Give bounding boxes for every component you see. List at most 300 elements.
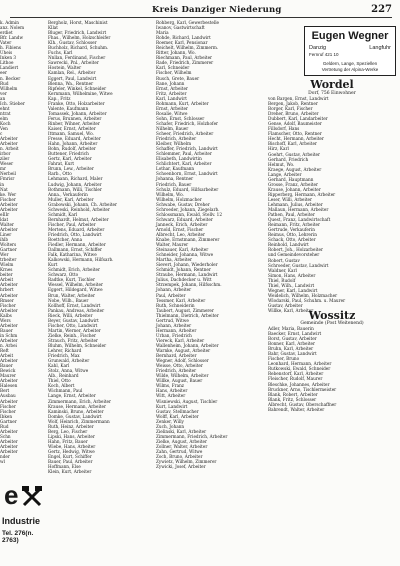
directory-entry: Bauer	[0, 327, 13, 333]
directory-entry: Janneck, Erich, Arbeiter	[156, 221, 208, 227]
directory-entry: Wilhelm	[0, 85, 18, 91]
directory-entry: Wichmann, Paul	[48, 388, 83, 394]
directory-entry: Urban, Friedrich	[156, 332, 192, 338]
directory-entry: Arbeiter	[0, 226, 18, 232]
directory-entry: Rmser	[0, 297, 14, 303]
directory-entry: Bischoff, Karl, Arbeiter	[268, 141, 317, 147]
directory-entry: Uheis	[0, 50, 13, 56]
directory-entry: Rohberg, Karl, Gewerbestelle	[156, 20, 220, 25]
directory-entry: Scheer, Friedrich, Arbeiter	[156, 131, 214, 137]
directory-entry: Arbeiter	[0, 378, 18, 384]
directory-entry: Fischer, Otto, Landwirt	[48, 322, 98, 328]
directory-entry: Borger, Karl, Fischer	[268, 106, 313, 112]
directory-entry: Friedrich, Bauer	[156, 181, 192, 187]
directory-entry: Wilde, Wilhelm, Arbeiter	[156, 373, 209, 379]
directory-entry: Tessmer, Karl, Arbeiter	[156, 297, 206, 303]
page-header	[0, 0, 400, 18]
directory-entry: Dubbert, Karl, Landarbeiter	[268, 116, 328, 122]
directory-entry: Grabowski, Johann, Ch. Arbeiter	[48, 201, 118, 207]
directory-entry: Kalkowski, Hermann, Hilfsarb.	[48, 257, 114, 263]
directory-entry: Nat	[0, 186, 8, 192]
directory-entry: Hahn, Johann, Arbeiter	[48, 141, 98, 147]
directory-entry: Bluhm, Wilhelm, Schneider	[48, 343, 107, 348]
directory-entry: in Schm	[0, 332, 18, 338]
directory-entry: Willke, Karl, Arbeiter	[268, 307, 314, 313]
directory-entry: Schlichtert, Karl, Arbeiter	[156, 161, 212, 167]
directory-entry: Zuch, Johann	[156, 423, 185, 429]
crossed-hammers-icon	[22, 486, 42, 508]
directory-entry: Knabe, Ernstmann, Zimmerer	[156, 237, 220, 243]
directory-entry: Zimmermann, Friedrich, Arbeiter	[156, 433, 228, 439]
directory-entry: Mertens, Eduard, Arbeiter	[48, 226, 105, 232]
directory-entry: Kaiser, Ernst, Arbeiter	[48, 125, 96, 131]
directory-entry: Lehmann, Richard, Maler	[48, 176, 103, 182]
directory-entry: Bohn, Rudolf, Arbeiter	[48, 146, 96, 152]
directory-entry: Fischer, Wilhelm	[156, 70, 192, 76]
directory-entry: Steinauer, Karl, Arbeiter	[156, 247, 209, 253]
directory-entry: Kernmann, Wilhelmine, Witwe	[48, 90, 113, 96]
directory-entry: Arnold, Ernst, Fischer	[156, 226, 204, 232]
directory-entry: Rud	[0, 423, 9, 429]
ad-phone: Fernruf 421 10	[309, 52, 339, 57]
directory-entry: h. Fibiens	[0, 45, 21, 51]
directory-entry: ehnt	[0, 105, 10, 111]
directory-entry: Robert, Joh., Holzarbeiter	[268, 247, 323, 253]
directory-entry: Fischer	[0, 403, 16, 409]
directory-entry: Arbeiter	[0, 206, 18, 212]
directory-entry: Eggert, Paul, Landwirt	[48, 75, 97, 81]
directory-entry: Kurt	[48, 262, 58, 268]
directory-entry: Schafer, Friedrich, Holzhofer	[156, 120, 219, 126]
directory-entry: ihlb	[0, 237, 9, 243]
directory-entry: Kleiber, Wilhelm	[156, 141, 192, 147]
directory-entry: Arbeiter	[0, 438, 18, 444]
directory-entry: Roemer, Karl, Pensionar	[156, 40, 208, 46]
directory-entry: Wers	[0, 317, 11, 323]
directory-entry: Friedrich, Arbeiter	[156, 136, 197, 142]
directory-entry: Bahrendt, Walter, Arbeiter	[268, 406, 325, 412]
directory-entry: Albrecht, Leo, Arbeiter	[156, 231, 206, 237]
directory-entry: Gerhard, Hauptmann	[268, 176, 314, 182]
directory-entry: Straube, Hermann, Landwirt	[156, 272, 218, 278]
directory-entry: Fischer, Bruno	[268, 356, 300, 362]
directory-entry: Bluger, Friedrich, Landwirt	[48, 30, 107, 36]
directory-entry: n. Arbei	[0, 343, 17, 348]
directory-entry: Bruckner, Arno, Tischlermeister	[268, 386, 337, 392]
directory-entry: Riechmann, Paul, Arbeiter	[156, 55, 213, 61]
directory-entry: Leonhard, Hermann, Arbeiter	[268, 361, 332, 367]
directory-entry: Bonner, Karl, Arbeiter	[268, 341, 315, 347]
directory-entry: Gense, Adolf, Baumeister	[268, 121, 322, 127]
page-number: 227	[371, 4, 392, 15]
directory-entry: Gartner	[0, 418, 17, 424]
directory-entry: Wolters	[0, 242, 17, 248]
directory-entry: Ittmann, Samuel, Wo.	[48, 131, 94, 137]
directory-entry: Rusch, Grete, Bauer	[156, 75, 200, 81]
directory-entry: Schweski, Reinhold, Arbeiter	[48, 206, 110, 212]
directory-entry: Fischer	[0, 196, 16, 202]
directory-entry: Viereck, Karl, Arbeiter	[156, 337, 205, 343]
directory-entry: Wilhelm, Wo.	[156, 191, 184, 197]
directory-entry: c	[0, 131, 3, 137]
directory-entry: Arbeiter	[0, 201, 18, 207]
directory-entry: Arbeit	[0, 277, 14, 283]
directory-entry: Ich. Stieber	[0, 100, 25, 106]
column-2	[156, 20, 266, 469]
directory-entry: Wilms, Franz	[156, 383, 184, 389]
directory-entry: Franke, Otto, Holzarbeiter	[48, 100, 105, 106]
directory-entry: Paul, Arbeiter	[156, 292, 186, 298]
directory-entry: Fritz, Arbeiter	[156, 90, 187, 96]
directory-entry: Bahr, Gustav, Landwirt	[268, 351, 317, 357]
ad-big-letter: e	[4, 480, 19, 510]
directory-entry: Thiel, Wilh., Landwirt	[268, 282, 315, 288]
directory-entry: Johann, Arbeiter	[156, 322, 192, 328]
directory-entry: Kalbs	[0, 312, 12, 318]
directory-entry: Fahrat, Kurt	[48, 161, 75, 167]
directory-entry: Ripperberg, Hermann, Arbeiter	[268, 191, 336, 197]
directory-entry: Arbeiter	[0, 282, 18, 288]
directory-entry: Rebenstorf, Karl, Arbeiter	[268, 371, 324, 377]
directory-entry: Julius, Dachdecker u. Witt	[156, 277, 212, 283]
directory-entry: Falk, Katharina, Witwe	[48, 252, 97, 258]
directory-entry: Witt, Arbeiter	[156, 393, 186, 399]
directory-entry: Lehrer, Richard	[48, 348, 82, 354]
section-title-wossitz: Wossitz	[308, 309, 356, 322]
directory-entry: Koch, Albert	[48, 383, 75, 389]
directory-entry: Ritter, Johann, Wo.	[156, 50, 196, 56]
directory-entry: Kllat	[48, 25, 58, 31]
directory-entry: Arbeiter	[0, 428, 18, 434]
directory-entry: ntrat	[0, 110, 11, 116]
directory-entry: Simon, Hans, Arbeiter	[268, 272, 316, 278]
directory-entry: Grunwald, Arbeiter	[48, 358, 90, 364]
directory-entry: Halesen	[0, 383, 18, 389]
directory-entry: Sievert, Johann, Wiederholer	[156, 262, 218, 268]
ad-line-2: Vertretung der Alpina-Werke	[321, 67, 379, 72]
ad-city: Danzig	[309, 45, 327, 51]
directory-entry: Grosse, Franz, Arbeiter	[268, 181, 318, 187]
directory-entry: Buchholz, Richard, Schuhm.	[48, 45, 109, 51]
directory-entry: Leser, Willi, Arbeiter	[268, 196, 313, 202]
directory-entry: Fischer	[0, 302, 16, 308]
directory-entry: und Gemeindevorsteher	[268, 252, 320, 258]
directory-entry: Schn	[0, 433, 11, 439]
directory-entry: Adler, Maria, Bauerin	[268, 326, 314, 331]
directory-entry: Schwarz, Eduard, Arbeiter	[156, 216, 213, 222]
directory-entry: Lothar, Kaufmann	[156, 166, 195, 172]
directory-entry: Rosalie, Witwe	[156, 110, 188, 116]
directory-entry: ver	[0, 90, 7, 96]
directory-entry: Wiebe, Hans, Arbeiter	[48, 443, 96, 449]
directory-entry: Stolz, Anna, Witwe	[48, 368, 89, 374]
directory-entry: Kamlan, Rel., Arbeiter	[48, 70, 96, 76]
directory-entry: Arbeiter	[0, 322, 18, 328]
directory-entry: Bernhard, Arbeiter	[156, 353, 197, 359]
directory-entry: Rade, Friedrich, Zimmerer	[156, 60, 214, 66]
directory-entry: Fmrisr	[0, 176, 15, 182]
directory-entry: Reimus, Otto, Lehrerin	[268, 232, 317, 238]
directory-entry: Schneider, Johanna, Witwe	[156, 252, 214, 258]
column-left-fragment	[0, 20, 42, 464]
directory-entry: Valente, Kaufmann	[48, 105, 89, 111]
directory-entry: Johanna, Rentner	[156, 176, 194, 182]
directory-entry: Beyer, Gustav, Landwirt	[48, 317, 99, 323]
directory-entry: Weisse, Otto, Arbeiter	[156, 363, 203, 369]
directory-entry: hrbert	[0, 287, 14, 293]
directory-entry: Arbeiter	[0, 398, 18, 404]
directory-entry: Gertz, Karl, Arbeiter	[48, 156, 92, 162]
directory-entry: Schlemmer, Paul, Arbeiter	[156, 151, 212, 157]
directory-entry: Zahn, Gertrud, Witwe	[156, 448, 203, 454]
directory-entry: Kollhoff, Ernst, Landwirt	[48, 302, 101, 308]
directory-entry: Rarb., Otto	[48, 171, 72, 177]
directory-entry: Nerbeil	[0, 171, 16, 177]
directory-entry: Taubert, August, Zimmerer	[156, 307, 214, 313]
directory-entry: Friedrich, Arbeiter	[156, 368, 197, 374]
directory-entry: Zoch, Bruno, Arbeiter	[156, 454, 203, 460]
directory-entry: Wisniewski, August, Tischler	[156, 398, 218, 404]
directory-entry: Bothmann, Willi, Tischler	[48, 186, 102, 192]
directory-entry: Wessel, Wilhelm, Arbeiter	[48, 282, 103, 288]
directory-entry: Lange, Arbeiter	[268, 171, 302, 177]
directory-entry: Walter, Maurer	[156, 242, 189, 248]
directory-entry: Elisabeth, Landwirtin	[156, 156, 202, 162]
directory-entry: Bfr. Landw	[0, 35, 24, 41]
directory-entry: k. Admin	[0, 20, 19, 25]
directory-entry: Zenker, Willy	[156, 418, 184, 424]
directory-entry: Ibken	[0, 413, 13, 419]
directory-entry: Lipski, Hans, Arbeiter	[48, 433, 95, 439]
directory-entry: Baecker, Ernst, Landwirt	[268, 331, 322, 337]
directory-entry: Arbeiter	[0, 307, 18, 313]
directory-entry: Radtke, Kurt, Tischler	[48, 277, 96, 283]
directory-entry: Kaminski, Bruno, Arbeiter	[48, 408, 104, 414]
directory-entry: Friedrich, Max	[48, 353, 80, 359]
directory-entry: Wolff, Karl, Arbeiter	[156, 413, 199, 419]
directory-entry: Pankau, Andreas, Arbeiter	[48, 307, 105, 313]
directory-entry: Flamscher, Otto, Rentner	[268, 131, 322, 137]
directory-entry: Arbeiter	[0, 292, 18, 298]
directory-entry: Brunn, Lew., Arbeiter	[48, 166, 94, 172]
directory-entry: Schoenborn, Ernst, Landwirt	[156, 171, 218, 177]
directory-entry: Johann, Arbeiter	[156, 287, 192, 293]
directory-entry: Lithoe	[0, 60, 14, 66]
directory-entry: Rohde, Richard, Landwirt	[156, 35, 211, 41]
directory-entry: Weser	[0, 161, 14, 167]
directory-entry: Mallaun, Hermann, Arbeiter	[268, 207, 329, 213]
directory-entry: trbeiter	[0, 257, 17, 263]
directory-entry: Kahl, Karl	[48, 363, 70, 369]
directory-entry: Thiel, Otto	[48, 378, 71, 384]
directory-entry: Ruth, Heinz, Arbeiter	[48, 423, 94, 429]
directory-entry: Reimann, Fritz, Arbeiter	[268, 222, 320, 228]
directory-entry: Klein, Kurt, Arbeiter	[48, 469, 92, 475]
directory-entry: Rinber, Wihner, Arbeiter	[48, 120, 100, 126]
directory-entry: Fiedler, Hermann, Arbeiter	[48, 242, 106, 248]
directory-entry: Bert	[0, 388, 10, 394]
directory-entry: Gertrud, Witwe	[156, 317, 189, 323]
section-subtitle-wossitz: Gemeinde (Post Weitenend)	[300, 321, 364, 326]
directory-entry: Bruhn, Karl, Arbeiter	[268, 346, 314, 352]
directory-entry: Weidelich, Wilhelm, Holzmacher	[268, 292, 338, 298]
directory-entry: Eggert, Hildegard, Witwe	[48, 287, 103, 293]
directory-entry: Karl, Schneider	[156, 65, 190, 71]
directory-entry: eer	[0, 70, 7, 76]
directory-entry: Schaffer, Friedrich, Landwirt	[156, 146, 218, 152]
directory-entry: Schroeder, Gustav, Landwirt	[268, 262, 329, 268]
directory-entry: Hans, Arbeiter	[156, 388, 188, 394]
directory-entry: von Bargen, Ernst, Landwirt	[268, 96, 329, 101]
directory-entry: Nilhelm, Bauer	[156, 125, 189, 131]
directory-entry: Fischer	[0, 408, 16, 414]
directory-entry: Thielmann, Dietrich, Arbeiter	[156, 312, 219, 318]
directory-entry: Bleschke, Johannes, Arbeiter	[268, 381, 330, 387]
directory-entry: Rutkowski, Ewald, Schneider	[268, 366, 331, 372]
directory-entry: Reinhold, Landwirt	[268, 242, 309, 248]
directory-entry: Kraege, August, Arbeiter	[268, 166, 322, 172]
section-subtitle-wordel: Dorf, 756 Einwohner	[308, 91, 356, 96]
directory-entry: Domke, Gustav, Landwirt	[48, 413, 102, 419]
directory-entry: Engel, Kurt, Schiffer	[48, 454, 92, 460]
directory-entry: Gustav, Arbeiter	[268, 302, 303, 308]
directory-entry: Rieck, Willi, Arbeiter	[48, 312, 93, 318]
directory-entry: Friedrich, Otto, Landwirt	[48, 231, 102, 237]
directory-entry: Gerhard, Friedrich	[268, 156, 309, 162]
directory-entry: ldat	[0, 216, 9, 222]
directory-entry: Schlossmann, Ewald, Stellv. 12	[156, 211, 222, 217]
directory-entry: Gustav, Stellmacher	[156, 408, 199, 414]
directory-entry: ziler	[0, 156, 10, 162]
directory-entry: Kurt, Landwirt	[156, 403, 188, 409]
directory-entry: Muller, Karl, Arbeiter	[48, 196, 94, 202]
directory-entry: Arbeiter	[0, 337, 18, 343]
directory-entry: Ausbau	[0, 393, 16, 399]
directory-entry: Wolf, Heinrich, Zimmermann	[48, 418, 110, 424]
directory-entry: Klh., Gustav, Schlosser	[48, 40, 97, 46]
directory-entry: Wer	[0, 252, 9, 258]
ad-telephone: Tel. 276(n. 2763)	[2, 530, 34, 544]
directory-entry: in	[0, 181, 5, 187]
directory-entry: Reichelt, Wilhelm, Zimmerm.	[156, 45, 219, 51]
directory-entry: Hoffmann, Else	[48, 464, 81, 470]
column-1	[48, 20, 152, 474]
page-title: Kreis Danziger Niederung	[152, 5, 282, 15]
directory-entry: elm	[0, 115, 8, 121]
directory-entry: Kap., Fritz	[48, 95, 71, 101]
directory-entry: Lehmann, Julius, Arbeiter	[268, 201, 323, 207]
directory-entry: Wilhelm, Holzmacher	[156, 196, 202, 202]
directory-entry: Blenna, Wa., Rentner	[48, 80, 94, 86]
directory-entry: Ruth, Schneiderin	[156, 302, 195, 308]
directory-entry: Bauer, Paul, Arbeiter	[48, 459, 93, 465]
directory-entry: Berg, Leo, Fischer	[48, 428, 88, 434]
directory-entry: Zielke, August, Arbeiter	[156, 438, 208, 444]
directory-entry: Lange, Ernst, Arbeiter	[48, 393, 96, 399]
directory-entry: erdiet	[0, 30, 13, 36]
directory-entry: Ludwig, Johann, Arbeiter	[48, 181, 102, 187]
directory-entry: Fuchs, Karl	[48, 50, 73, 56]
directory-entry: Ernst, Arbeiter	[156, 105, 188, 111]
directory-entry: Alb., Reinhard	[48, 373, 79, 379]
directory-entry: Wlodarski, Paul, Schuhm. u. Maurer	[268, 297, 346, 303]
directory-entry: Thiel, Rudolf	[268, 277, 296, 283]
directory-entry: Schmidt, Johann, Rentner	[156, 267, 211, 273]
directory-entry: Dreher, Bruno, Arbeiter	[268, 111, 319, 117]
column-3-bottom	[268, 326, 396, 540]
directory-entry: nder	[0, 454, 10, 460]
directory-entry: wl	[0, 459, 5, 465]
directory-entry: Zollner, Walter, Arbeiter	[156, 443, 208, 449]
ad-industry-word: Industrie	[2, 516, 41, 526]
directory-entry: ke. Wer	[0, 191, 17, 197]
directory-entry: Arbeiter	[0, 443, 18, 449]
directory-entry: Iwanov, Gastwirtschaft	[156, 25, 205, 31]
directory-entry: Quest, Franz, Landwirtschaft	[268, 217, 331, 223]
directory-entry: Willke, August, Bauer	[156, 378, 203, 384]
directory-entry: Ernst, Arbeiter	[156, 85, 188, 91]
directory-entry: eIlIr	[0, 211, 10, 217]
directory-entry: Arbeiter	[0, 136, 18, 142]
directory-entry: Hirz, Karl	[268, 146, 289, 152]
directory-entry: beiter	[0, 272, 13, 278]
directory-entry: Ferus, Brunnen, Arbeiter	[48, 115, 102, 121]
directory-entry: an	[0, 95, 6, 101]
directory-entry: Buttener, Friedrich	[48, 151, 89, 157]
directory-entry: Krnes	[0, 267, 13, 273]
directory-entry: Rud	[0, 80, 9, 86]
directory-entry: Sawrecki, Pnl., Arbeiter	[48, 60, 99, 66]
ad-line-1: Geldern, Lange, Speziellen	[322, 61, 378, 66]
directory-entry: Arbeiter	[0, 358, 18, 364]
directory-entry: Robert, Gustav	[268, 257, 300, 263]
directory-entry: Maurer	[0, 373, 16, 379]
directory-entry: Arbeit	[0, 353, 14, 359]
directory-entry: Hecht, Hermann, Arbeiter	[268, 136, 324, 142]
directory-entry: Wegner, Adolf, Schlosser	[156, 358, 209, 364]
directory-entry: Schmidt, Erich, Arbeiter	[48, 267, 101, 273]
directory-entry: n. Becker	[0, 75, 21, 81]
directory-entry: Ripfeler, Winkel, Schneider	[48, 85, 107, 91]
directory-entry: Albrecht, Gustav, Oberschaffner	[268, 401, 337, 407]
directory-entry: mr	[0, 166, 6, 172]
directory-entry: Brun, Walter, Arbeiter	[48, 292, 95, 298]
directory-entry: Warnke, August, Arbeiter	[156, 348, 211, 354]
directory-entry: Schmidt, Karl	[48, 211, 78, 217]
directory-entry: Sohn, Ernst, Schlosser	[156, 115, 205, 121]
directory-entry: Boettcher, Anna	[48, 237, 83, 243]
directory-entry: Tomassek, Johann, Arbeiter	[48, 110, 107, 116]
directory-entry: Anna., Verkauferin	[48, 191, 88, 197]
directory-entry: Blank, Fritz, Schlosser	[268, 396, 317, 402]
directory-entry: Vater	[0, 40, 12, 46]
directory-entry: Strauch, Fritz, Arbeiter	[48, 337, 98, 343]
directory-entry: Martin, Werner, Arbeiter	[48, 327, 101, 333]
directory-entry: Waldner, Karl	[268, 267, 297, 273]
directory-entry: Ven	[0, 125, 8, 131]
directory-entry: Pathen, Paul, Arbeiter	[268, 212, 315, 218]
directory-entry: Fischer, Paul, Arbeiter	[48, 221, 96, 227]
directory-entry: Strzempek, Johann, Hilfsschm.	[156, 282, 222, 288]
directory-entry: Bauer	[0, 363, 13, 369]
directory-entry: Karl, Landwirt	[156, 95, 187, 101]
directory-entry: Schwabe, Gustav, Dreher	[156, 201, 210, 207]
directory-entry: Landiert	[0, 65, 19, 71]
directory-entry: Martha, Arbeiter	[156, 257, 193, 263]
directory-entry: Koch	[0, 120, 11, 126]
directory-entry: Rane, Johann	[156, 80, 185, 86]
directory-entry: Liner	[0, 231, 12, 237]
